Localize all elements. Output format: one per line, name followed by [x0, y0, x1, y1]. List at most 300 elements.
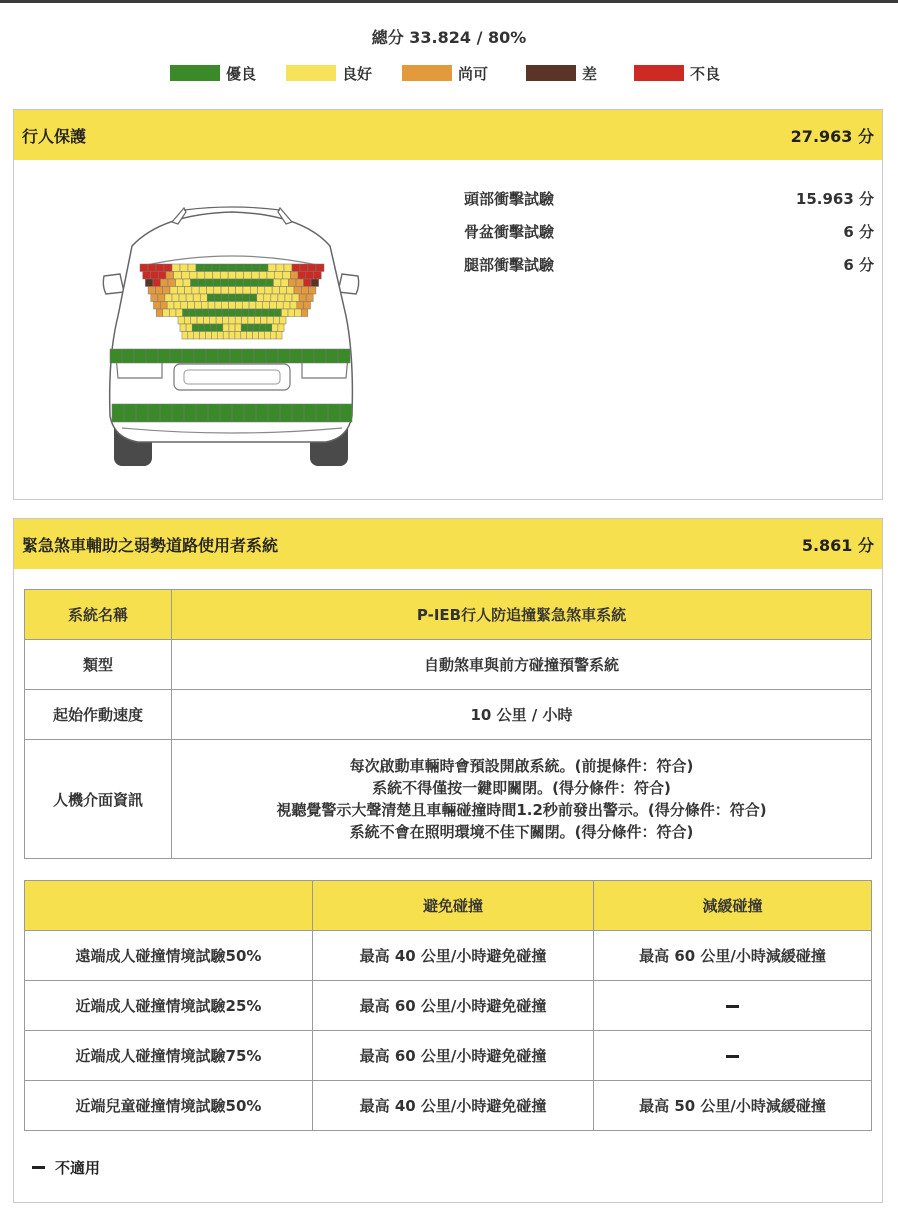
impact-cell	[258, 332, 264, 340]
mitigate-result: 最高 50 公里/小時減緩碰撞	[594, 1081, 872, 1131]
impact-cell	[189, 309, 196, 317]
impact-cell	[229, 317, 235, 325]
impact-cell	[272, 287, 279, 295]
dash-icon	[32, 1166, 45, 1169]
impact-cell	[314, 272, 322, 280]
aeb-title: 緊急煞車輔助之弱勢道路使用者系統	[22, 535, 279, 555]
impact-cell	[208, 302, 215, 310]
impact-cell	[251, 279, 259, 287]
impact-cell	[192, 324, 198, 332]
impact-cell	[198, 279, 206, 287]
impact-cell	[145, 279, 153, 287]
type-label: 類型	[25, 640, 172, 690]
impact-cell	[338, 349, 350, 363]
hmi-line: 每次啟動車輛時會預設開啟系統。(前提條件：符合)	[349, 757, 694, 775]
impact-cell	[264, 332, 270, 340]
impact-cell	[278, 294, 285, 302]
aeb-results-table	[24, 880, 872, 1131]
impact-cell	[206, 279, 214, 287]
impact-cell	[220, 404, 232, 422]
impact-cell	[229, 332, 235, 340]
impact-cell	[235, 309, 242, 317]
pedestrian-header	[14, 110, 882, 160]
aeb-header	[14, 519, 882, 569]
impact-cell	[192, 287, 199, 295]
impact-cell	[276, 302, 283, 310]
impact-cell	[264, 294, 271, 302]
impact-cell	[235, 332, 241, 340]
impact-cell	[290, 302, 297, 310]
impact-cell	[301, 287, 308, 295]
impact-cell	[186, 294, 193, 302]
pedestrian-section	[13, 109, 883, 500]
car-impact-diagram	[102, 206, 362, 466]
table-row	[25, 981, 872, 1031]
impact-cell	[244, 404, 256, 422]
impact-cell	[172, 404, 184, 422]
impact-cell	[160, 404, 172, 422]
table-row	[25, 1081, 872, 1131]
impact-cell	[156, 264, 164, 272]
impact-cell	[284, 264, 292, 272]
impact-cell	[244, 272, 252, 280]
impact-cell	[216, 309, 223, 317]
impact-cell	[208, 404, 220, 422]
impact-cell	[276, 332, 282, 340]
impact-cell	[194, 332, 200, 340]
legend-swatch	[170, 65, 220, 81]
test-name: 腿部衝擊試驗	[464, 256, 555, 274]
impact-cell	[124, 404, 136, 422]
impact-cell	[301, 309, 308, 317]
impact-cell	[158, 349, 170, 363]
impact-cell	[172, 294, 179, 302]
impact-cell	[191, 279, 199, 287]
impact-cell	[202, 309, 209, 317]
impact-cell	[275, 272, 283, 280]
impact-cell	[302, 349, 314, 363]
impact-cell	[223, 332, 229, 340]
note-text: 不適用	[55, 1159, 101, 1177]
hmi-line: 系統不會在照明環境不佳下關閉。(得分條件：符合)	[349, 823, 694, 841]
impact-cell	[160, 279, 168, 287]
impact-cell	[182, 349, 194, 363]
results-header-avoid: 避免碰撞	[313, 881, 594, 931]
impact-cell	[148, 287, 155, 295]
impact-cell	[165, 294, 172, 302]
table-row	[25, 690, 872, 740]
table-row	[25, 931, 872, 981]
impact-cell	[292, 404, 304, 422]
impact-cell	[280, 317, 286, 325]
impact-cell	[203, 317, 209, 325]
rating-legend	[0, 62, 898, 84]
impact-cell	[261, 317, 267, 325]
impact-cell	[148, 264, 156, 272]
impact-cell	[253, 324, 259, 332]
impact-cell	[306, 272, 314, 280]
mitigate-result	[594, 1031, 872, 1081]
test-score: 6 分	[843, 256, 874, 274]
impact-cell	[281, 279, 289, 287]
impact-cell	[298, 272, 306, 280]
table-row	[25, 740, 872, 859]
avoid-result: 最高 40 公里/小時避免碰撞	[313, 931, 594, 981]
impact-cell	[178, 317, 184, 325]
legend-label: 差	[582, 64, 598, 83]
impact-cell	[247, 324, 253, 332]
impact-cell	[166, 272, 174, 280]
impact-cell	[294, 287, 301, 295]
impact-cell	[292, 264, 300, 272]
impact-cell	[191, 317, 197, 325]
impact-cell	[290, 349, 302, 363]
impact-cell	[183, 279, 191, 287]
impact-cell	[153, 279, 161, 287]
impact-cell	[296, 279, 304, 287]
impact-cell	[186, 324, 192, 332]
pedestrian-title: 行人保護	[22, 126, 87, 146]
impact-cell	[290, 272, 298, 280]
avoid-result: 最高 60 公里/小時避免碰撞	[313, 1031, 594, 1081]
impact-cell	[220, 272, 228, 280]
impact-cell	[174, 272, 182, 280]
impact-cell	[174, 302, 181, 310]
impact-cell	[256, 302, 263, 310]
impact-cell	[285, 294, 292, 302]
impact-cell	[170, 287, 177, 295]
hmi-line: 視聽覺警示大聲清楚且車輛碰撞時間1.2秒前發出警示。(得分條件：符合)	[276, 801, 767, 819]
impact-cell	[155, 287, 162, 295]
impact-cell	[270, 302, 277, 310]
impact-cell	[158, 294, 165, 302]
avoid-result: 最高 60 公里/小時避免碰撞	[313, 981, 594, 1031]
impact-cell	[172, 264, 180, 272]
impact-cell	[163, 287, 170, 295]
impact-cell	[188, 302, 195, 310]
impact-cell	[299, 294, 306, 302]
impact-cell	[188, 264, 196, 272]
impact-cell	[143, 272, 151, 280]
impact-cell	[184, 317, 190, 325]
legend-swatch	[402, 65, 452, 81]
impact-cell	[221, 279, 229, 287]
impact-cell	[300, 264, 308, 272]
impact-cell	[229, 309, 236, 317]
impact-cell	[222, 309, 229, 317]
impact-cell	[272, 324, 278, 332]
impact-cell	[260, 324, 266, 332]
impact-cell	[200, 294, 207, 302]
impact-cell	[282, 272, 290, 280]
impact-cell	[188, 332, 194, 340]
impact-cell	[243, 287, 250, 295]
test-score: 15.963 分	[795, 190, 874, 208]
impact-cell	[176, 279, 184, 287]
impact-cell	[196, 264, 204, 272]
test-name: 頭部衝擊試驗	[464, 190, 555, 208]
impact-cell	[213, 279, 221, 287]
impact-cell	[232, 404, 244, 422]
mitigate-result	[594, 981, 872, 1031]
impact-cell	[217, 324, 223, 332]
impact-cell	[196, 404, 208, 422]
impact-cell	[258, 279, 266, 287]
impact-cell	[229, 324, 235, 332]
impact-cell	[156, 309, 163, 317]
impact-cell	[244, 264, 252, 272]
impact-cell	[278, 324, 284, 332]
results-header-mitigate: 減緩碰撞	[594, 881, 872, 931]
impact-cell	[183, 309, 190, 317]
impact-cell	[158, 272, 166, 280]
hmi-line: 系統不得僅按一鍵即關閉。(得分條件：符合)	[372, 779, 671, 797]
impact-cell	[254, 349, 266, 363]
impact-cell	[273, 279, 281, 287]
speed-label: 起始作動速度	[25, 690, 172, 740]
table-row	[25, 1031, 872, 1081]
impact-cell	[167, 302, 174, 310]
impact-cell	[241, 324, 247, 332]
impact-cell	[112, 404, 124, 422]
not-applicable-dash-icon	[726, 1055, 739, 1058]
impact-cell	[228, 264, 236, 272]
legend-label: 優良	[226, 64, 257, 83]
impact-cell	[228, 287, 235, 295]
impact-cell	[235, 317, 241, 325]
table-header-row	[25, 881, 872, 931]
impact-cell	[197, 317, 203, 325]
mitigate-result: 最高 60 公里/小時減緩碰撞	[594, 931, 872, 981]
impact-cell	[248, 317, 254, 325]
test-scenario: 近端兒童碰撞情境試驗50%	[25, 1081, 313, 1131]
legend-item-good	[286, 62, 372, 84]
impact-cell	[236, 287, 243, 295]
impact-cell	[194, 302, 201, 310]
aeb-section	[13, 518, 883, 1203]
impact-cell	[220, 264, 228, 272]
impact-cell	[309, 287, 316, 295]
impact-cell	[252, 264, 260, 272]
pedestrian-score: 27.963 分	[790, 126, 874, 146]
impact-cell	[136, 404, 148, 422]
impact-cell	[295, 309, 302, 317]
not-applicable-dash-icon	[726, 1005, 739, 1008]
impact-cell	[267, 317, 273, 325]
impact-cell	[251, 272, 259, 280]
impact-cell	[148, 404, 160, 422]
legend-item-poor	[526, 62, 597, 84]
impact-cell	[273, 317, 279, 325]
impact-cell	[221, 287, 228, 295]
impact-cell	[197, 272, 205, 280]
impact-cell	[280, 404, 292, 422]
impact-cell	[242, 349, 254, 363]
speed-value: 10 公里 / 小時	[172, 690, 872, 740]
impact-cell	[292, 294, 299, 302]
impact-cell	[169, 309, 176, 317]
impact-cell	[242, 317, 248, 325]
legend-label: 不良	[690, 64, 721, 83]
impact-cell	[211, 332, 217, 340]
impact-cell	[242, 302, 249, 310]
impact-cell	[276, 264, 284, 272]
impact-cell	[266, 349, 278, 363]
aeb-score: 5.861 分	[801, 535, 874, 555]
impact-cell	[193, 294, 200, 302]
impact-cell	[263, 302, 270, 310]
impact-cell	[304, 302, 311, 310]
impact-cell	[254, 317, 260, 325]
impact-cell	[259, 272, 267, 280]
impact-cell	[304, 404, 316, 422]
impact-cell	[110, 349, 122, 363]
impact-cell	[209, 309, 216, 317]
impact-cell	[283, 302, 290, 310]
impact-cell	[229, 302, 236, 310]
impact-cell	[223, 324, 229, 332]
table-row	[25, 640, 872, 690]
impact-cell	[316, 264, 324, 272]
impact-cell	[160, 302, 167, 310]
impact-cell	[236, 264, 244, 272]
impact-cell	[304, 279, 312, 287]
results-header-blank	[25, 881, 313, 931]
impact-cell	[230, 349, 242, 363]
impact-cell	[266, 279, 274, 287]
impact-cell	[181, 302, 188, 310]
impact-cell	[151, 294, 158, 302]
impact-cell	[281, 309, 288, 317]
impact-cell	[255, 309, 262, 317]
impact-cell	[243, 279, 251, 287]
impact-cell	[211, 324, 217, 332]
impact-cell	[206, 287, 213, 295]
impact-cell	[314, 349, 326, 363]
impact-cell	[204, 264, 212, 272]
impact-cell	[176, 309, 183, 317]
impact-cell	[213, 272, 221, 280]
test-score: 6 分	[843, 223, 874, 241]
impact-cell	[201, 302, 208, 310]
legend-note	[32, 1157, 100, 1178]
impact-cell	[122, 349, 134, 363]
impact-cell	[184, 404, 196, 422]
legend-item-bad	[634, 62, 720, 84]
impact-cell	[249, 302, 256, 310]
impact-cell	[248, 309, 255, 317]
impact-cell	[243, 294, 250, 302]
impact-cell	[256, 404, 268, 422]
impact-cell	[221, 294, 228, 302]
impact-cell	[204, 324, 210, 332]
top-border	[0, 0, 898, 3]
impact-cell	[214, 287, 221, 295]
impact-cell	[288, 309, 295, 317]
test-row-leg	[464, 248, 874, 281]
test-row-head	[464, 182, 874, 215]
impact-cell	[236, 294, 243, 302]
impact-cell	[217, 332, 223, 340]
impact-cell	[210, 317, 216, 325]
legend-label: 良好	[342, 64, 373, 83]
impact-cell	[207, 294, 214, 302]
legend-label: 尚可	[458, 64, 489, 83]
impact-cell	[253, 332, 259, 340]
impact-cell	[279, 287, 286, 295]
impact-cell	[247, 332, 253, 340]
impact-cell	[278, 349, 290, 363]
legend-item-excellent	[170, 62, 256, 84]
system-name-label: 系統名稱	[25, 590, 172, 640]
impact-cell	[257, 294, 264, 302]
system-info-table	[24, 589, 872, 859]
impact-cell	[262, 309, 269, 317]
impact-cell	[212, 264, 220, 272]
impact-cell	[154, 302, 161, 310]
impact-cell	[180, 264, 188, 272]
total-score: 總分 33.824 / 80%	[371, 28, 527, 47]
impact-cell	[250, 294, 257, 302]
impact-cell	[260, 264, 268, 272]
impact-cell	[228, 272, 236, 280]
impact-cell	[258, 287, 265, 295]
impact-cell	[275, 309, 282, 317]
impact-cell	[316, 404, 328, 422]
impact-cell	[328, 404, 340, 422]
system-name-value: P-IEB行人防追撞緊急煞車系統	[172, 590, 872, 640]
legend-swatch	[286, 65, 336, 81]
impact-cell	[236, 279, 244, 287]
impact-cell	[228, 279, 236, 287]
impact-cell	[222, 302, 229, 310]
impact-cell	[340, 404, 352, 422]
test-scenario: 近端成人碰撞情境試驗75%	[25, 1031, 313, 1081]
impact-cell	[268, 264, 276, 272]
impact-cell	[326, 349, 338, 363]
impact-cell	[189, 272, 197, 280]
impact-cell	[168, 279, 176, 287]
impact-cell	[206, 332, 212, 340]
impact-cell	[266, 324, 272, 332]
impact-cell	[150, 272, 158, 280]
impact-cell	[185, 287, 192, 295]
impact-cell	[200, 332, 206, 340]
impact-cell	[228, 294, 235, 302]
impact-cell	[206, 349, 218, 363]
legend-swatch	[634, 65, 684, 81]
impact-cell	[242, 309, 249, 317]
impact-cell	[218, 349, 230, 363]
avoid-result: 最高 40 公里/小時避免碰撞	[313, 1081, 594, 1131]
impact-cell	[205, 272, 213, 280]
impact-cell	[146, 349, 158, 363]
impact-cell	[270, 332, 276, 340]
impact-cell	[215, 302, 222, 310]
type-value: 自動煞車與前方碰撞預警系統	[172, 640, 872, 690]
impact-cell	[236, 272, 244, 280]
impact-cell	[182, 272, 190, 280]
impact-cell	[198, 324, 204, 332]
table-row	[25, 590, 872, 640]
test-scenario: 遠端成人碰撞情境試驗50%	[25, 931, 313, 981]
test-row-pelvis	[464, 215, 874, 248]
impact-cell	[297, 302, 304, 310]
test-name: 骨盆衝擊試驗	[464, 223, 555, 241]
impact-cell	[308, 264, 316, 272]
pedestrian-test-scores	[464, 182, 874, 281]
impact-cell	[214, 294, 221, 302]
